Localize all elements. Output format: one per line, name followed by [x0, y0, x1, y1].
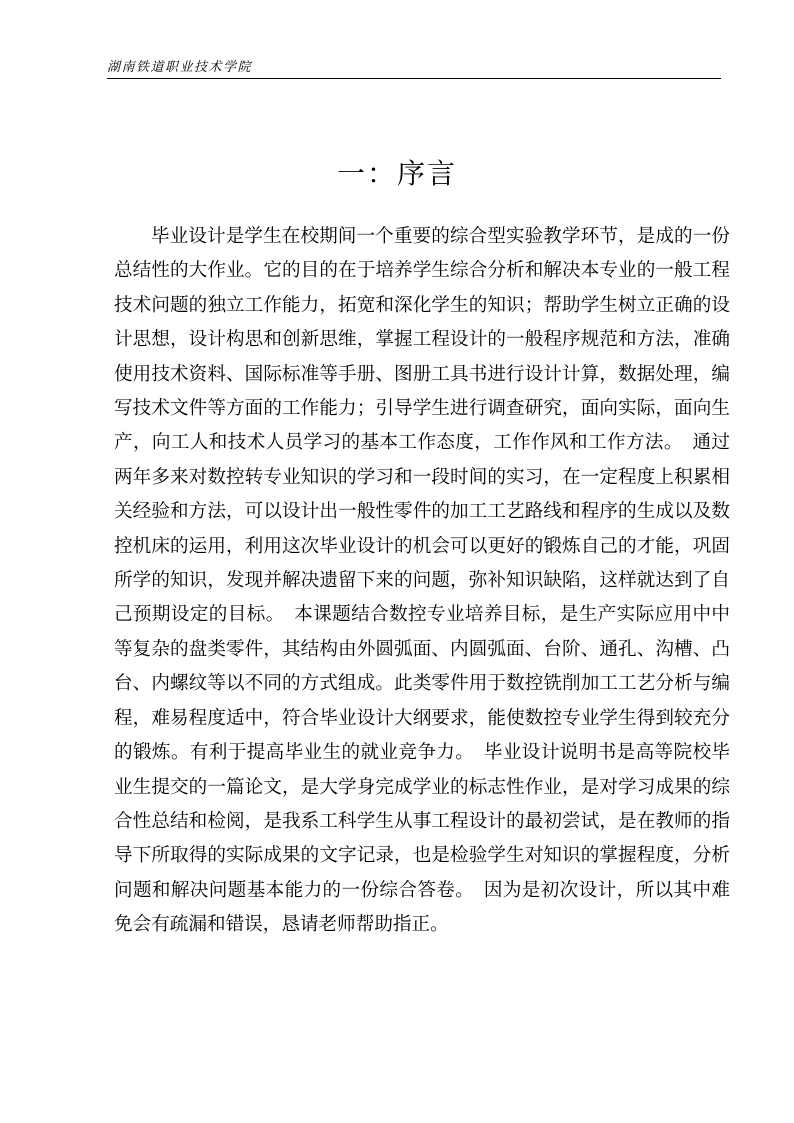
section-title: 一：序言	[336, 157, 457, 190]
page-header	[107, 54, 721, 79]
body-paragraph: 毕业设计是学生在校期间一个重要的综合型实验教学环节，是成的一份总结性的大作业。它的目的在于培养学生综合分析和解决本专业的一般工程技术问题的独立工作能力，拓宽和深化学生的知识；帮助学生树立正确的设计思想，设计构思和创新思维，掌握工程设计的一般程序规范和方法，准确使用技术资料、国际标准等手册、图册工具书进行设计计算，数据处理，编写技术文件等方面的工作能力；引导学生进行调查研究，面向实际，面向生产，向工人和技术人员学习的基本工作态度，工作作风和工作方法。 通过两年多来对数控转专业知识的学习和一段时间的实习，在一定程度上积累相关经验和方法，可以设计出一般性零件的加工工艺路线和程序的生成以及数控机床的运用，利用这次毕业设计的机会可以更好的锻炼自己的才能，巩固所学的知识，发现并解决遗留下来的问题，弥补知识缺陷，这样就达到了自己预期设定的目标。 本课题结合数控专业培养目标，是生产实际应用中中等复杂的盘类零件，其结构由外圆弧面、内圆弧面、台阶、通孔、沟槽、凸台、内螺纹等以不同的方式组成。此类零件用于数控铣削加工工艺分析与编程，难易程度适中，符合毕业设计大纲要求，能使数控专业学生得到较充分的锻炼。有利于提高毕业生的就业竞争力。 毕业设计说明书是高等院校毕业生提交的一篇论文，是大学身完成学业的标志性作业，是对学习成果的综合性总结和检阅，是我系工科学生从事工程设计的最初尝试，是在教师的指导下所取得的实际成果的文字记录，也是检验学生对知识的掌握程度，分析问题和解决问题基本能力的一份综合答卷。 因为是初次设计，所以其中难免会有疏漏和错误，恳请老师帮助指正。	[114, 226, 730, 936]
header-institution: 湖南铁道职业技术学院	[107, 60, 253, 75]
